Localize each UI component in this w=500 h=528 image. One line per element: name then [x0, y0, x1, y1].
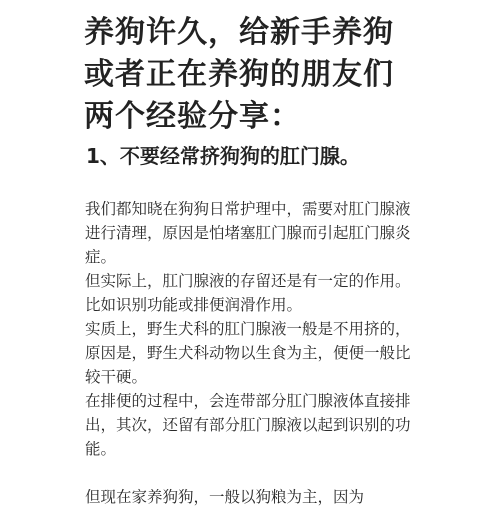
- article-title: 养狗许久，给新手养狗或者正在养狗的朋友们两个经验分享：: [84, 15, 394, 134]
- paragraph: 但实际上，肛门腺液的存留还是有一定的作用。: [85, 272, 411, 290]
- section-heading: 1、不要经常挤狗狗的肛门腺。: [86, 144, 360, 168]
- article-body: [85, 197, 415, 509]
- paragraph: 但现在家养狗狗，一般以狗粮为主，因为: [85, 488, 365, 506]
- paragraph: 在排便的过程中，会连带部分肛门腺液体直接排出，其次，还留有部分肛门腺液以起到识别的功能。: [85, 392, 411, 458]
- paragraph: 比如识别功能或排便润滑作用。: [85, 296, 303, 314]
- paragraph: 实质上，野生犬科的肛门腺液一般是不用挤的，原因是，野生犬科动物以生食为主，便便一般比较干硬。: [85, 320, 411, 386]
- paragraph: 我们都知晓在狗狗日常护理中，需要对肛门腺液进行清理，原因是怕堵塞肛门腺而引起肛门腺炎症。: [85, 200, 411, 266]
